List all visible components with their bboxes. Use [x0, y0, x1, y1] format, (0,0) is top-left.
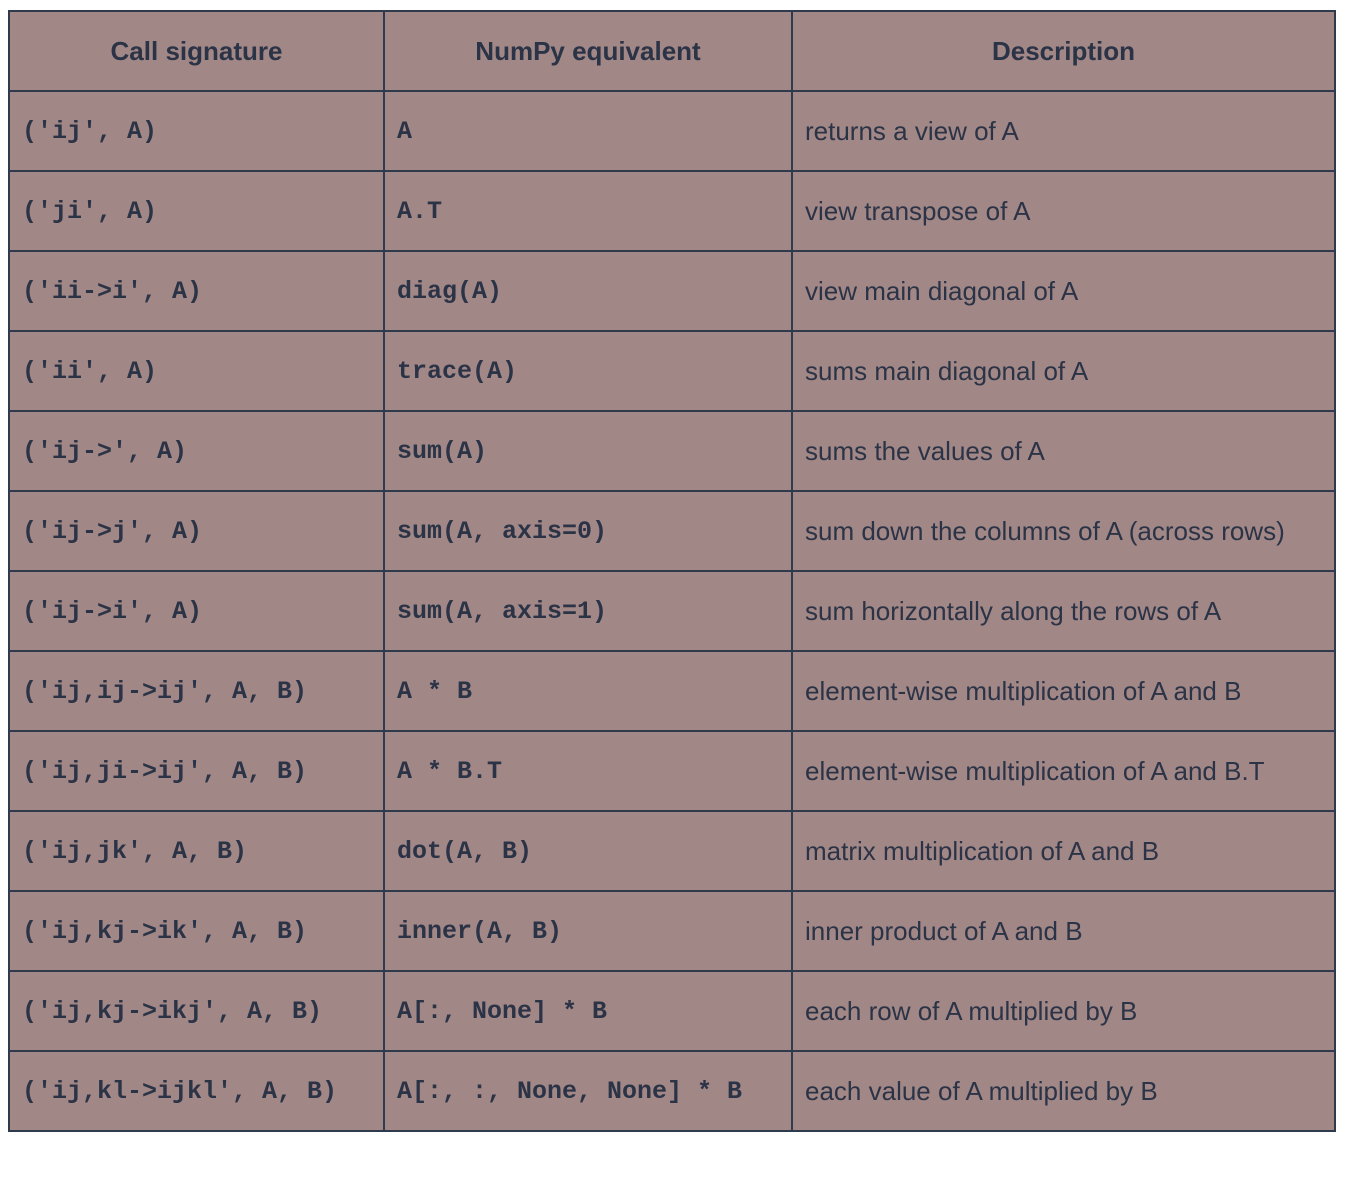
call-signature-cell: ('ij,kl->ijkl', A, B) — [9, 1051, 384, 1131]
call-signature-cell: ('ij->', A) — [9, 411, 384, 491]
numpy-equivalent-cell: dot(A, B) — [384, 811, 792, 891]
table-row — [9, 91, 1335, 171]
table-body — [9, 91, 1335, 1131]
numpy-equivalent-cell: A * B — [384, 651, 792, 731]
description-cell: element-wise multiplication of A and B — [792, 651, 1335, 731]
table-row — [9, 731, 1335, 811]
numpy-equivalent-cell: A[:, None] * B — [384, 971, 792, 1051]
table-row — [9, 811, 1335, 891]
call-signature-cell: ('ji', A) — [9, 171, 384, 251]
numpy-equivalent-cell: A — [384, 91, 792, 171]
description-cell: matrix multiplication of A and B — [792, 811, 1335, 891]
table-header — [9, 11, 1335, 91]
numpy-equivalent-cell: inner(A, B) — [384, 891, 792, 971]
description-cell: element-wise multiplication of A and B.T — [792, 731, 1335, 811]
call-signature-cell: ('ij,kj->ik', A, B) — [9, 891, 384, 971]
table-row — [9, 411, 1335, 491]
table-row — [9, 331, 1335, 411]
call-signature-cell: ('ij->i', A) — [9, 571, 384, 651]
header-description: Description — [792, 11, 1335, 91]
call-signature-cell: ('ij,jk', A, B) — [9, 811, 384, 891]
header-numpy-equivalent: NumPy equivalent — [384, 11, 792, 91]
numpy-equivalent-cell: sum(A) — [384, 411, 792, 491]
description-cell: sum horizontally along the rows of A — [792, 571, 1335, 651]
description-cell: view transpose of A — [792, 171, 1335, 251]
table-row — [9, 971, 1335, 1051]
table-row — [9, 171, 1335, 251]
description-cell: sum down the columns of A (across rows) — [792, 491, 1335, 571]
description-cell: sums main diagonal of A — [792, 331, 1335, 411]
description-cell: each value of A multiplied by B — [792, 1051, 1335, 1131]
description-cell: view main diagonal of A — [792, 251, 1335, 331]
numpy-equivalent-cell: A[:, :, None, None] * B — [384, 1051, 792, 1131]
description-cell: each row of A multiplied by B — [792, 971, 1335, 1051]
numpy-equivalent-cell: sum(A, axis=0) — [384, 491, 792, 571]
numpy-equivalent-cell: diag(A) — [384, 251, 792, 331]
call-signature-cell: ('ii', A) — [9, 331, 384, 411]
table-row — [9, 491, 1335, 571]
numpy-equivalent-cell: sum(A, axis=1) — [384, 571, 792, 651]
description-cell: sums the values of A — [792, 411, 1335, 491]
table-row — [9, 251, 1335, 331]
numpy-equivalent-cell: A.T — [384, 171, 792, 251]
call-signature-cell: ('ii->i', A) — [9, 251, 384, 331]
call-signature-cell: ('ij,ji->ij', A, B) — [9, 731, 384, 811]
numpy-equivalent-cell: A * B.T — [384, 731, 792, 811]
table-row — [9, 1051, 1335, 1131]
call-signature-cell: ('ij', A) — [9, 91, 384, 171]
call-signature-cell: ('ij->j', A) — [9, 491, 384, 571]
description-cell: returns a view of A — [792, 91, 1335, 171]
einsum-table — [8, 10, 1336, 1132]
header-row — [9, 11, 1335, 91]
header-call-signature: Call signature — [9, 11, 384, 91]
call-signature-cell: ('ij,ij->ij', A, B) — [9, 651, 384, 731]
table-row — [9, 571, 1335, 651]
numpy-equivalent-cell: trace(A) — [384, 331, 792, 411]
table-row — [9, 651, 1335, 731]
description-cell: inner product of A and B — [792, 891, 1335, 971]
table-row — [9, 891, 1335, 971]
call-signature-cell: ('ij,kj->ikj', A, B) — [9, 971, 384, 1051]
